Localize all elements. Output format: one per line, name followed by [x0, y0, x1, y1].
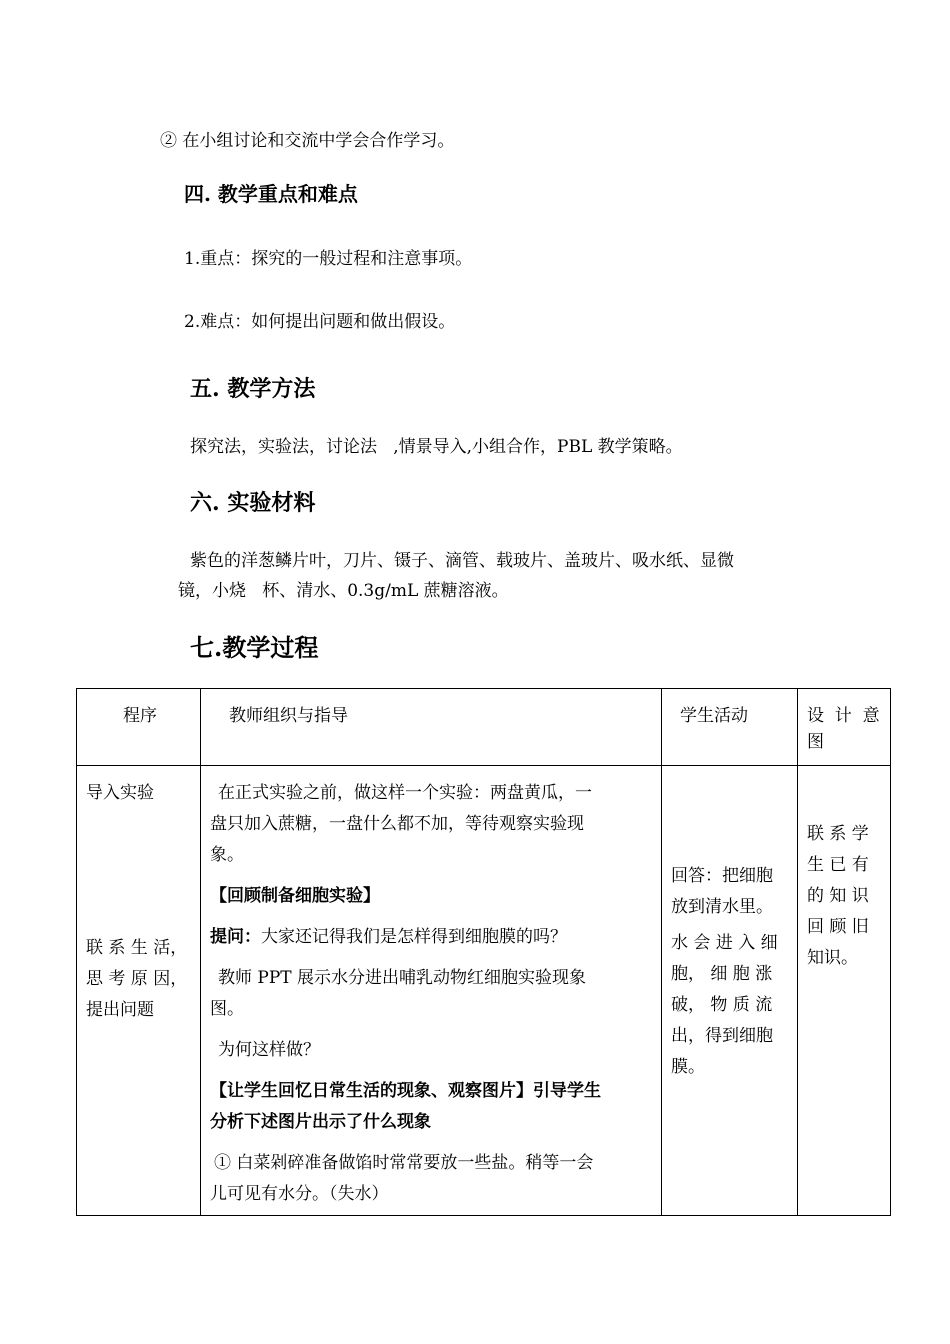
section-7-title: 七.教学过程: [190, 633, 319, 662]
header-procedure: 程序: [77, 689, 201, 766]
section-4-title: 四. 教学重点和难点: [184, 182, 358, 206]
question: 提问：大家还记得我们是怎样得到细胞膜的吗？: [210, 927, 567, 947]
header-student: 学生活动: [662, 689, 798, 766]
recall-instruction: 【让学生回忆日常生活的现象、观察图片】引导学生 分析下述图片出示了什么现象: [210, 1081, 601, 1132]
procedure-cell: [77, 766, 201, 1216]
student-answer: 回答：把细胞 放到清水里。: [671, 866, 773, 917]
goal-item-2: ② 在小组讨论和交流中学会合作学习。: [160, 131, 455, 151]
difficulty: 2.难点：如何提出问题和做出假设。: [184, 312, 456, 332]
teacher-cell: [201, 766, 662, 1216]
materials-line-1: 紫色的洋葱鳞片叶，刀片、镊子、滴管、载玻片、盖玻片、吸水纸、显微: [190, 551, 734, 571]
table-row: [77, 766, 891, 1216]
design-intent-cell: 联 系 学 生 已 有 的 知 识 回 顾 旧 知识。: [798, 766, 891, 1216]
section-6-title: 六. 实验材料: [190, 490, 316, 516]
teaching-process-table: [76, 688, 891, 1216]
teaching-methods: 探究法，实验法，讨论法 ,情景导入,小组合作，PBL 教学策略。: [190, 437, 683, 457]
header-design: 设 计 意 图: [798, 689, 891, 766]
why-question: 为何这样做？: [218, 1040, 320, 1060]
review-title: 【回顾制备细胞实验】: [210, 886, 380, 906]
student-explanation: 水 会 进 入 细 胞， 细 胞 涨 破， 物 质 流 出，得到细胞 膜。: [671, 933, 778, 1077]
stage-intro-experiment: 导入实验: [86, 783, 154, 803]
intro-paragraph: 在正式实验之前，做这样一个实验：两盘黄瓜，一 盘只加入蔗糖，一盘什么都不加，等待观察实验现 象。: [210, 783, 592, 865]
stage-life-connection: 联 系 生 活， 思 考 原 因， 提出问题: [86, 938, 188, 1020]
table-header-row: [77, 689, 891, 766]
student-cell: [662, 766, 798, 1216]
ppt-paragraph: 教师 PPT 展示水分进出哺乳动物红细胞实验现象 图。: [210, 968, 587, 1019]
section-5-title: 五. 教学方法: [190, 376, 316, 402]
header-teacher: 教师组织与指导: [201, 689, 662, 766]
materials-line-2: 镜，小烧 杯、清水、0.3g/mL 蔗糖溶液。: [178, 581, 509, 601]
key-point: 1.重点：探究的一般过程和注意事项。: [184, 249, 473, 269]
example-cabbage: ① 白菜剁碎准备做馅时常常要放一些盐。稍等一会 儿可见有水分。（失水）: [210, 1153, 594, 1204]
